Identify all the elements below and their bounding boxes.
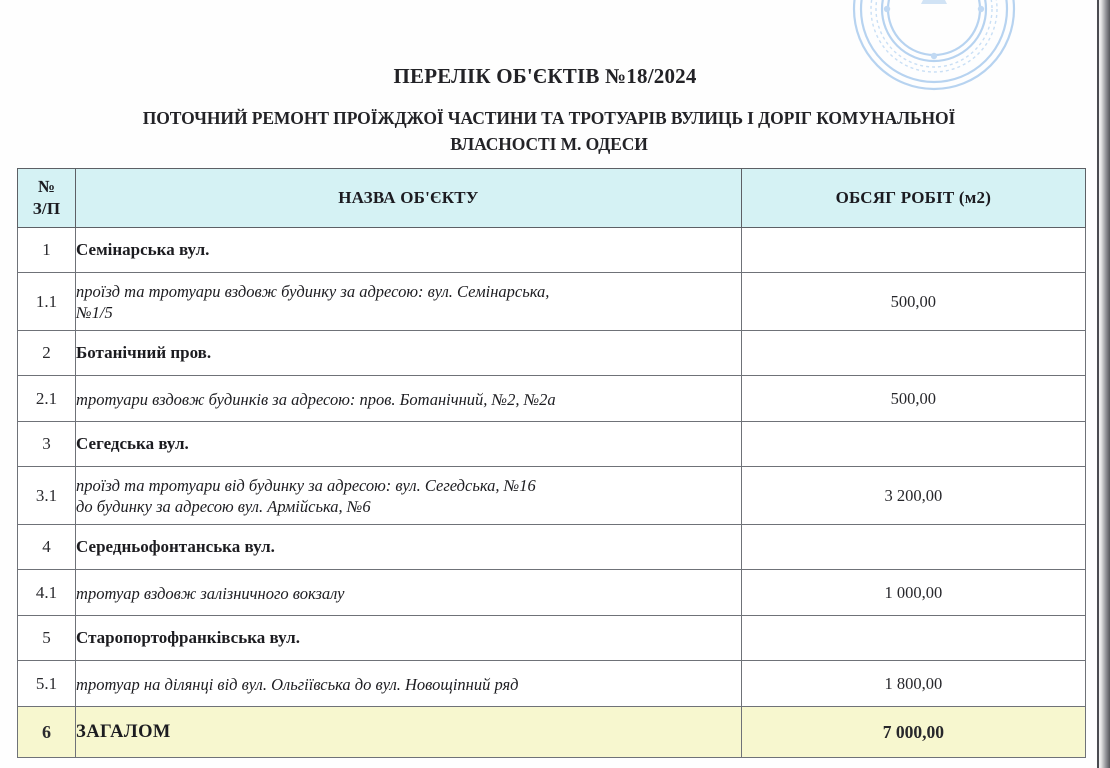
objects-table xyxy=(17,168,1086,758)
row-object-name-line-1: проїзд та тротуари від будинку за адресою: вул. Сегедська, №16 xyxy=(76,476,536,495)
row-volume xyxy=(741,228,1085,273)
column-header-number xyxy=(18,169,76,228)
row-object-name: тротуар вздовж залізничного вокзалу xyxy=(76,570,742,616)
table-row xyxy=(18,376,1086,422)
column-header-number-line-2: З/П xyxy=(32,199,61,218)
table-row xyxy=(18,273,1086,331)
row-object-name xyxy=(76,273,742,331)
row-object-name: тротуари вздовж будинків за адресою: пров. Ботанічний, №2, №2а xyxy=(76,376,742,422)
row-number: 5 xyxy=(18,616,76,661)
page-subtitle xyxy=(18,105,1080,157)
row-object-name: Семінарська вул. xyxy=(76,228,742,273)
table-row xyxy=(18,422,1086,467)
table-header-row xyxy=(18,169,1086,228)
scan-edge-line xyxy=(1097,0,1099,768)
row-volume: 500,00 xyxy=(741,376,1085,422)
row-object-name-line-1: проїзд та тротуари вздовж будинку за адресою: вул. Семінарська, xyxy=(76,282,550,301)
table-total-row xyxy=(18,707,1086,758)
total-row-number: 6 xyxy=(18,707,76,758)
column-header-work-volume: ОБСЯГ РОБІТ (м2) xyxy=(741,169,1085,228)
row-volume xyxy=(741,616,1085,661)
row-number: 1.1 xyxy=(18,273,76,331)
row-object-name: Ботанічний пров. xyxy=(76,331,742,376)
row-number: 2 xyxy=(18,331,76,376)
table-row xyxy=(18,228,1086,273)
row-volume xyxy=(741,331,1085,376)
row-volume: 1 000,00 xyxy=(741,570,1085,616)
row-volume: 500,00 xyxy=(741,273,1085,331)
row-number: 3.1 xyxy=(18,467,76,525)
column-header-number-line-1: № xyxy=(37,177,56,196)
table-row xyxy=(18,331,1086,376)
scan-edge-artifact xyxy=(1096,0,1110,768)
row-number: 3 xyxy=(18,422,76,467)
row-object-name: Сегедська вул. xyxy=(76,422,742,467)
column-header-object-name: НАЗВА ОБ'ЄКТУ xyxy=(76,169,742,228)
row-number: 4.1 xyxy=(18,570,76,616)
row-object-name xyxy=(76,467,742,525)
total-row-label: ЗАГАЛОМ xyxy=(76,707,742,758)
table-row xyxy=(18,661,1086,707)
row-volume: 1 800,00 xyxy=(741,661,1085,707)
total-row-volume: 7 000,00 xyxy=(741,707,1085,758)
row-volume xyxy=(741,422,1085,467)
row-number: 4 xyxy=(18,525,76,570)
table-row xyxy=(18,616,1086,661)
table-row xyxy=(18,467,1086,525)
row-number: 2.1 xyxy=(18,376,76,422)
row-object-name: Старопортофранківська вул. xyxy=(76,616,742,661)
row-number: 1 xyxy=(18,228,76,273)
page-subtitle-line-2: ВЛАСНОСТІ М. ОДЕСИ xyxy=(450,134,648,154)
page-title: ПЕРЕЛІК ОБ'ЄКТІВ №18/2024 xyxy=(393,64,697,88)
table-row xyxy=(18,570,1086,616)
row-object-name-line-2: до будинку за адресою вул. Армійська, №6 xyxy=(76,497,371,516)
row-volume xyxy=(741,525,1085,570)
row-object-name: Середньофонтанська вул. xyxy=(76,525,742,570)
row-object-name-line-2: №1/5 xyxy=(76,303,113,322)
page-subtitle-line-1: ПОТОЧНИЙ РЕМОНТ ПРОЇЖДЖОЇ ЧАСТИНИ ТА ТРОТУАРІВ ВУЛИЦЬ І ДОРІГ КОМУНАЛЬНОЇ xyxy=(142,108,956,128)
table-row xyxy=(18,525,1086,570)
row-object-name: тротуар на ділянці від вул. Ольгіївська до вул. Новощіпний ряд xyxy=(76,661,742,707)
row-volume: 3 200,00 xyxy=(741,467,1085,525)
row-number: 5.1 xyxy=(18,661,76,707)
